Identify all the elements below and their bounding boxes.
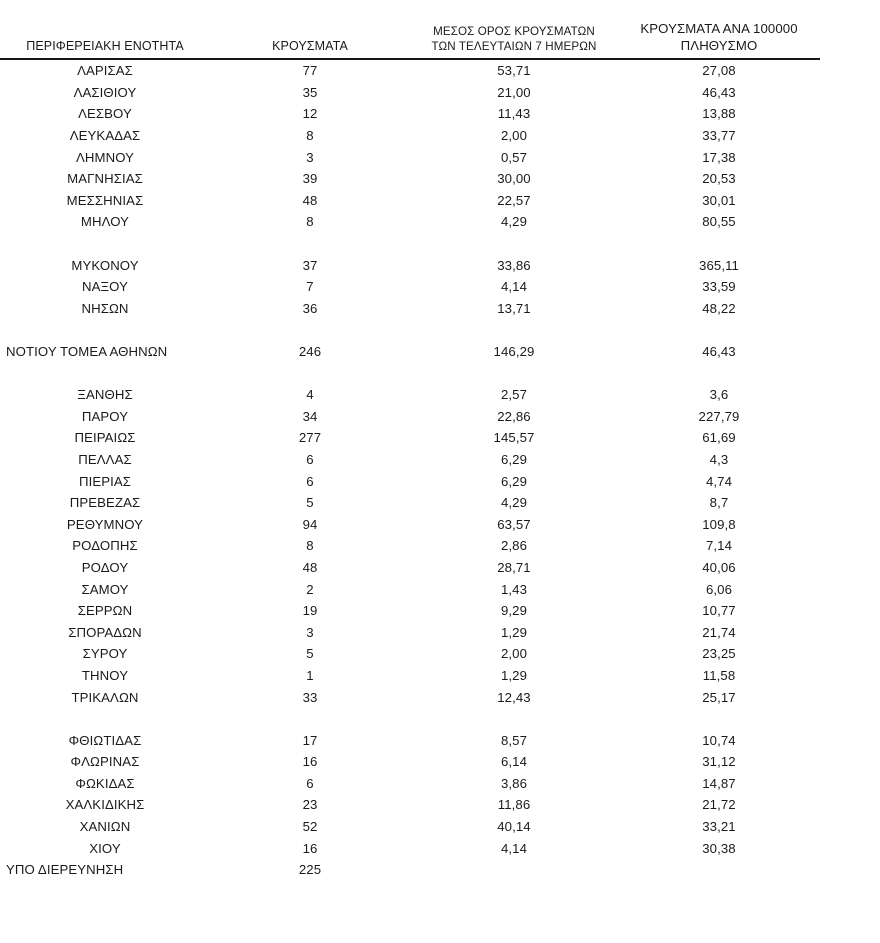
cell-region: ΜΑΓΝΗΣΙΑΣ <box>67 171 143 187</box>
table-row <box>0 557 820 579</box>
table-spacer-cell <box>0 362 820 384</box>
column-header-region-text <box>0 38 210 58</box>
table-row <box>0 449 820 471</box>
cell-cases: 34 <box>302 408 318 424</box>
column-header-per100k-line-2: ΠΛΗΘΥΣΜΟ <box>680 37 758 53</box>
cell-per100k: 11,58 <box>702 667 736 683</box>
table-row <box>0 686 820 708</box>
cell-avg7: 146,29 <box>493 344 535 360</box>
cell-region: ΧΙΟΥ <box>89 840 121 856</box>
cell-avg7: 2,57 <box>500 387 528 403</box>
cell-region: ΠΕΙΡΑΙΩΣ <box>74 430 136 446</box>
cell-per100k: 7,14 <box>705 538 733 554</box>
cell-per100k: 46,43 <box>702 84 736 100</box>
table-row <box>0 298 820 320</box>
cell-region: ΣΕΡΡΩΝ <box>77 603 133 619</box>
cell-avg7: 6,14 <box>500 754 528 770</box>
cell-cases: 48 <box>302 559 318 575</box>
table-row <box>0 59 820 82</box>
table-row <box>0 621 820 643</box>
cell-avg7: 30,00 <box>497 171 531 187</box>
cell-avg7: 4,14 <box>500 279 528 295</box>
table-body <box>0 59 820 881</box>
cell-per100k: 23,25 <box>702 646 736 662</box>
cell-avg7: 11,43 <box>497 106 531 122</box>
table-row <box>0 384 820 406</box>
table-row <box>0 146 820 168</box>
table-row <box>0 82 820 104</box>
cell-avg7: 145,57 <box>493 430 535 446</box>
table-row <box>0 837 820 859</box>
table-row <box>0 643 820 665</box>
cell-avg7: 33,86 <box>497 257 531 273</box>
cell-per100k: 27,08 <box>702 63 736 79</box>
cell-region: ΜΕΣΣΗΝΙΑΣ <box>66 192 144 208</box>
column-header-cases-line-1: ΚΡΟΥΣΜΑΤΑ <box>272 38 348 53</box>
table-row <box>0 125 820 147</box>
cell-region: ΥΠΟ ΔΙΕΡΕΥΝΗΣΗ <box>6 862 124 878</box>
cell-region: ΝΑΞΟΥ <box>81 279 129 295</box>
cell-region: ΧΑΛΚΙΔΙΚΗΣ <box>65 797 145 813</box>
cell-avg7 <box>410 859 618 881</box>
cell-per100k: 13,88 <box>702 106 736 122</box>
column-header-avg7-line-2: ΤΩΝ ΤΕΛΕΥΤΑΙΩΝ 7 ΗΜΕΡΩΝ <box>431 39 597 53</box>
cell-per100k: 48,22 <box>702 300 736 316</box>
cell-cases: 3 <box>306 624 314 640</box>
cell-cases: 1 <box>306 667 314 683</box>
table-row <box>0 751 820 773</box>
cell-region: ΠΙΕΡΙΑΣ <box>78 473 132 489</box>
cell-avg7: 8,57 <box>500 732 528 748</box>
cell-per100k: 4,74 <box>705 473 733 489</box>
cell-region: ΣΥΡΟΥ <box>82 646 128 662</box>
cell-per100k: 10,77 <box>702 603 736 619</box>
cell-avg7: 6,29 <box>500 451 528 467</box>
table-row <box>0 492 820 514</box>
cell-per100k: 61,69 <box>702 430 736 446</box>
table-row <box>0 254 820 276</box>
table-spacer-row <box>0 362 820 384</box>
table-row <box>0 794 820 816</box>
cell-per100k: 80,55 <box>702 214 736 230</box>
cell-per100k: 46,43 <box>702 344 736 360</box>
cell-region: ΠΡΕΒΕΖΑΣ <box>69 495 141 511</box>
cell-avg7: 21,00 <box>497 84 531 100</box>
cell-cases: 19 <box>302 603 318 619</box>
cell-per100k: 20,53 <box>702 171 736 187</box>
cell-region: ΦΘΙΩΤΙΔΑΣ <box>68 732 142 748</box>
cell-cases: 16 <box>302 754 318 770</box>
cell-cases: 6 <box>306 473 314 489</box>
column-header-per100k-text <box>618 20 820 58</box>
cell-per100k: 40,06 <box>702 559 736 575</box>
cell-cases: 277 <box>298 430 322 446</box>
cell-cases: 8 <box>306 128 314 144</box>
column-header-avg7-text <box>410 24 618 58</box>
cell-region: ΡΕΘΥΜΝΟΥ <box>66 516 144 532</box>
cell-per100k: 33,21 <box>702 819 736 835</box>
cell-per100k: 25,17 <box>702 689 736 705</box>
cell-region: ΠΑΡΟΥ <box>81 408 129 424</box>
cell-per100k: 30,38 <box>702 840 736 856</box>
cell-region: ΦΩΚΙΔΑΣ <box>75 775 135 791</box>
cell-region: ΛΕΥΚΑΔΑΣ <box>69 128 141 144</box>
table-spacer-cell <box>0 319 820 341</box>
table-row <box>0 600 820 622</box>
cell-cases: 225 <box>298 862 322 878</box>
cell-cases: 37 <box>302 257 318 273</box>
column-header-region <box>0 0 210 59</box>
cell-avg7: 63,57 <box>497 516 531 532</box>
cell-cases: 3 <box>306 149 314 165</box>
cell-avg7: 6,29 <box>500 473 528 489</box>
table-spacer-cell <box>0 233 820 255</box>
cell-region: ΞΑΝΘΗΣ <box>77 387 133 403</box>
table-row <box>0 535 820 557</box>
cell-per100k: 8,7 <box>709 495 729 511</box>
table-row <box>0 578 820 600</box>
cell-cases: 16 <box>302 840 318 856</box>
cell-per100k: 17,38 <box>702 149 736 165</box>
cell-per100k: 21,72 <box>702 797 736 813</box>
cell-avg7: 2,86 <box>500 538 528 554</box>
table-row <box>0 168 820 190</box>
cell-region: ΤΡΙΚΑΛΩΝ <box>71 689 139 705</box>
table-row <box>0 859 820 881</box>
cell-cases: 5 <box>306 495 314 511</box>
cell-cases: 6 <box>306 775 314 791</box>
cell-cases: 23 <box>302 797 318 813</box>
cell-cases: 48 <box>302 192 318 208</box>
cell-cases: 17 <box>302 732 318 748</box>
cell-region: ΛΕΣΒΟΥ <box>78 106 132 122</box>
cell-per100k: 6,06 <box>705 581 733 597</box>
table-row <box>0 190 820 212</box>
cell-avg7: 3,86 <box>500 775 528 791</box>
column-header-avg7-line-1: ΜΕΣΟΣ ΟΡΟΣ ΚΡΟΥΣΜΑΤΩΝ <box>433 24 595 38</box>
cell-avg7: 53,71 <box>497 63 531 79</box>
column-header-cases-text <box>210 38 410 58</box>
cell-per100k: 14,87 <box>702 775 736 791</box>
cell-region: ΠΕΛΛΑΣ <box>78 451 132 467</box>
cell-cases: 94 <box>302 516 318 532</box>
cell-avg7: 9,29 <box>500 603 528 619</box>
cell-avg7: 1,29 <box>500 667 528 683</box>
cell-avg7: 28,71 <box>497 559 531 575</box>
column-header-region-line-1: ΠΕΡΙΦΕΡΕΙΑΚΗ ΕΝΟΤΗΤΑ <box>26 38 184 53</box>
cell-cases: 33 <box>302 689 318 705</box>
cell-per100k: 4,3 <box>709 451 729 467</box>
cell-region: ΦΛΩΡΙΝΑΣ <box>70 754 140 770</box>
table-row <box>0 211 820 233</box>
cell-cases: 39 <box>302 171 318 187</box>
table-row <box>0 276 820 298</box>
cell-region: ΣΑΜΟΥ <box>81 581 129 597</box>
cell-cases: 246 <box>298 344 322 360</box>
table-header-row <box>0 0 820 59</box>
column-header-cases <box>210 0 410 59</box>
cell-per100k <box>618 859 820 881</box>
cell-region: ΛΗΜΝΟΥ <box>75 149 135 165</box>
cell-avg7: 2,00 <box>500 128 528 144</box>
cell-per100k: 31,12 <box>702 754 736 770</box>
cell-avg7: 1,43 <box>500 581 528 597</box>
cell-cases: 4 <box>306 387 314 403</box>
cell-per100k: 33,59 <box>702 279 736 295</box>
cell-avg7: 4,14 <box>500 840 528 856</box>
cell-region: ΛΑΡΙΣΑΣ <box>77 63 133 79</box>
cell-per100k: 21,74 <box>702 624 736 640</box>
column-header-avg7 <box>410 0 618 59</box>
table-spacer-row <box>0 233 820 255</box>
cell-region: ΡΟΔΟΠΗΣ <box>72 538 138 554</box>
table-header <box>0 0 820 59</box>
cell-region: ΤΗΝΟΥ <box>81 667 129 683</box>
cell-cases: 52 <box>302 819 318 835</box>
cell-per100k: 109,8 <box>702 516 736 532</box>
cell-region: ΧΑΝΙΩΝ <box>79 819 131 835</box>
cell-per100k: 365,11 <box>699 257 739 273</box>
column-header-per100k <box>618 0 820 59</box>
cell-avg7: 22,57 <box>497 192 531 208</box>
cell-per100k: 30,01 <box>702 192 736 208</box>
cell-cases: 77 <box>302 63 318 79</box>
cell-cases: 6 <box>306 451 314 467</box>
cell-avg7: 13,71 <box>497 300 531 316</box>
cell-region: ΝΗΣΩΝ <box>81 300 129 316</box>
table-spacer-row <box>0 708 820 730</box>
cell-region: ΛΑΣΙΘΙΟΥ <box>73 84 137 100</box>
cell-avg7: 1,29 <box>500 624 528 640</box>
cell-avg7: 12,43 <box>497 689 531 705</box>
table-row <box>0 103 820 125</box>
table-row <box>0 816 820 838</box>
cell-cases: 2 <box>306 581 314 597</box>
table-spacer-cell <box>0 708 820 730</box>
cell-avg7: 0,57 <box>500 149 528 165</box>
cell-avg7: 40,14 <box>497 819 531 835</box>
cell-per100k: 33,77 <box>702 128 736 144</box>
cell-avg7: 11,86 <box>497 797 531 813</box>
cell-region: ΜΗΛΟΥ <box>80 214 130 230</box>
table-row <box>0 406 820 428</box>
table-spacer-row <box>0 319 820 341</box>
table-row <box>0 427 820 449</box>
table-row <box>0 470 820 492</box>
cell-avg7: 2,00 <box>500 646 528 662</box>
cell-per100k: 3,6 <box>709 387 729 403</box>
cell-region: ΡΟΔΟΥ <box>81 559 129 575</box>
cell-avg7: 22,86 <box>497 408 531 424</box>
column-header-per100k-line-1: ΚΡΟΥΣΜΑΤΑ ΑΝΑ 100000 <box>640 20 798 36</box>
cell-cases: 36 <box>302 300 318 316</box>
cell-cases: 7 <box>306 279 314 295</box>
cell-cases: 12 <box>302 106 318 122</box>
cell-cases: 8 <box>306 214 314 230</box>
table-row <box>0 341 820 363</box>
cell-avg7: 4,29 <box>500 495 528 511</box>
table-row <box>0 773 820 795</box>
cell-cases: 5 <box>306 646 314 662</box>
cell-region: ΣΠΟΡΑΔΩΝ <box>68 624 142 640</box>
cell-cases: 8 <box>306 538 314 554</box>
table-row <box>0 665 820 687</box>
cell-cases: 35 <box>302 84 318 100</box>
table-row <box>0 729 820 751</box>
cell-per100k: 227,79 <box>698 408 740 424</box>
cell-region: ΜΥΚΟΝΟΥ <box>71 257 139 273</box>
cell-avg7: 4,29 <box>500 214 528 230</box>
table-row <box>0 513 820 535</box>
cell-per100k: 10,74 <box>702 732 736 748</box>
cell-region: ΝΟΤΙΟΥ ΤΟΜΕΑ ΑΘΗΝΩΝ <box>6 344 168 360</box>
